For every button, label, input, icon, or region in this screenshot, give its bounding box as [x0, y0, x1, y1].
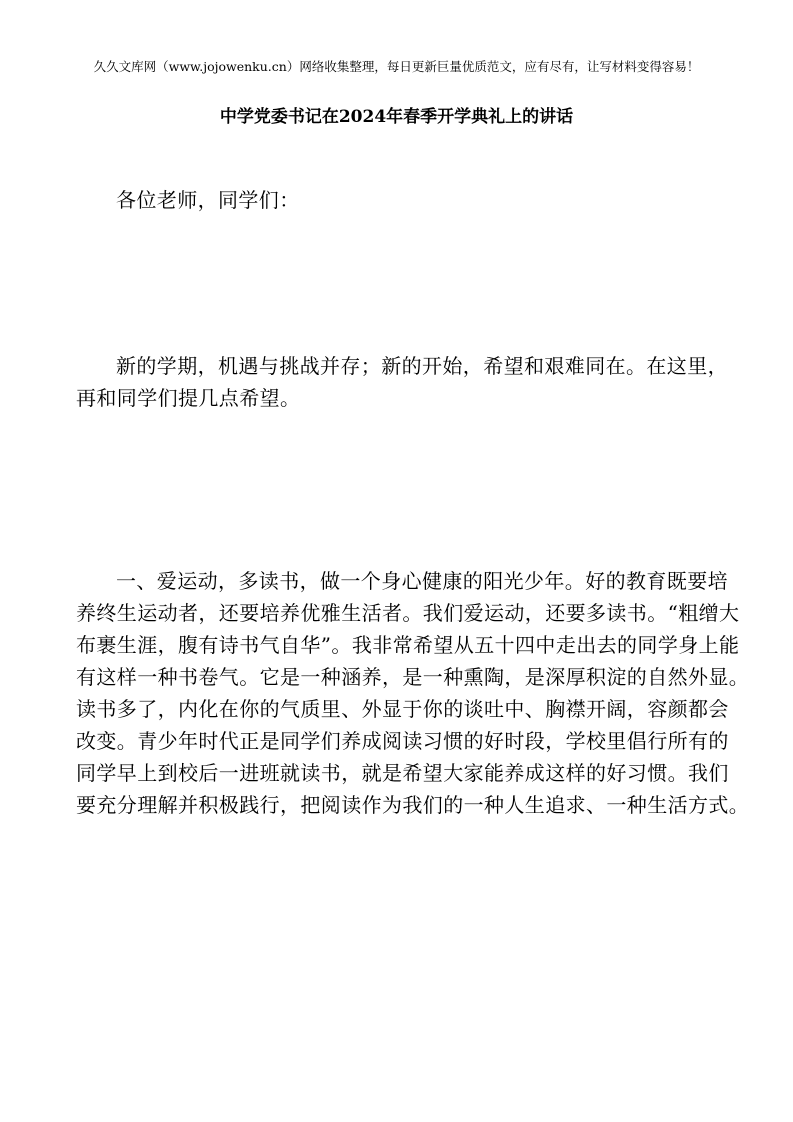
- paragraph-line: 新的学期，机遇与挑战并存；新的开始，希望和艰难同在。在这里，: [116, 354, 728, 378]
- paragraph-line: 再和同学们提几点希望。: [76, 386, 301, 410]
- paragraph-line: 改变。青少年时代正是同学们养成阅读习惯的好时段，学校里倡行所有的: [76, 729, 729, 753]
- paragraph-line: 读书多了，内化在你的气质里、外显于你的谈吐中、胸襟开阔，容颜都会: [76, 697, 729, 721]
- paragraph-line: 养终生运动者，还要培养优雅生活者。我们爱运动，还要多读书。“粗缯大: [76, 601, 740, 625]
- paragraph-line: 布裹生涯，腹有诗书气自华”。我非常希望从五十四中走出去的同学身上能: [76, 633, 740, 657]
- paragraph-line: 同学早上到校后一进班就读书，就是希望大家能养成这样的好习惯。我们: [76, 761, 729, 785]
- paragraph-1: [76, 350, 728, 414]
- header-note: 久久文库网（www.jojowenku.cn）网络收集整理，每日更新巨量优质范文，应有尽有，让写材料变得容易！: [93, 59, 700, 74]
- paragraph-line: 一、爱运动，多读书，做一个身心健康的阳光少年。好的教育既要培: [116, 569, 728, 593]
- paragraph-line: 要充分理解并积极践行，把阅读作为我们的一种人生追求、一种生活方式。: [76, 793, 750, 817]
- paragraph-2: [76, 565, 750, 821]
- greeting: 各位老师，同学们：: [116, 188, 300, 212]
- paragraph-line: 有这样一种书卷气。它是一种涵养，是一种熏陶，是深厚积淀的自然外显。: [76, 665, 750, 689]
- page-title: 中学党委书记在2024年春季开学典礼上的讲话: [219, 107, 574, 127]
